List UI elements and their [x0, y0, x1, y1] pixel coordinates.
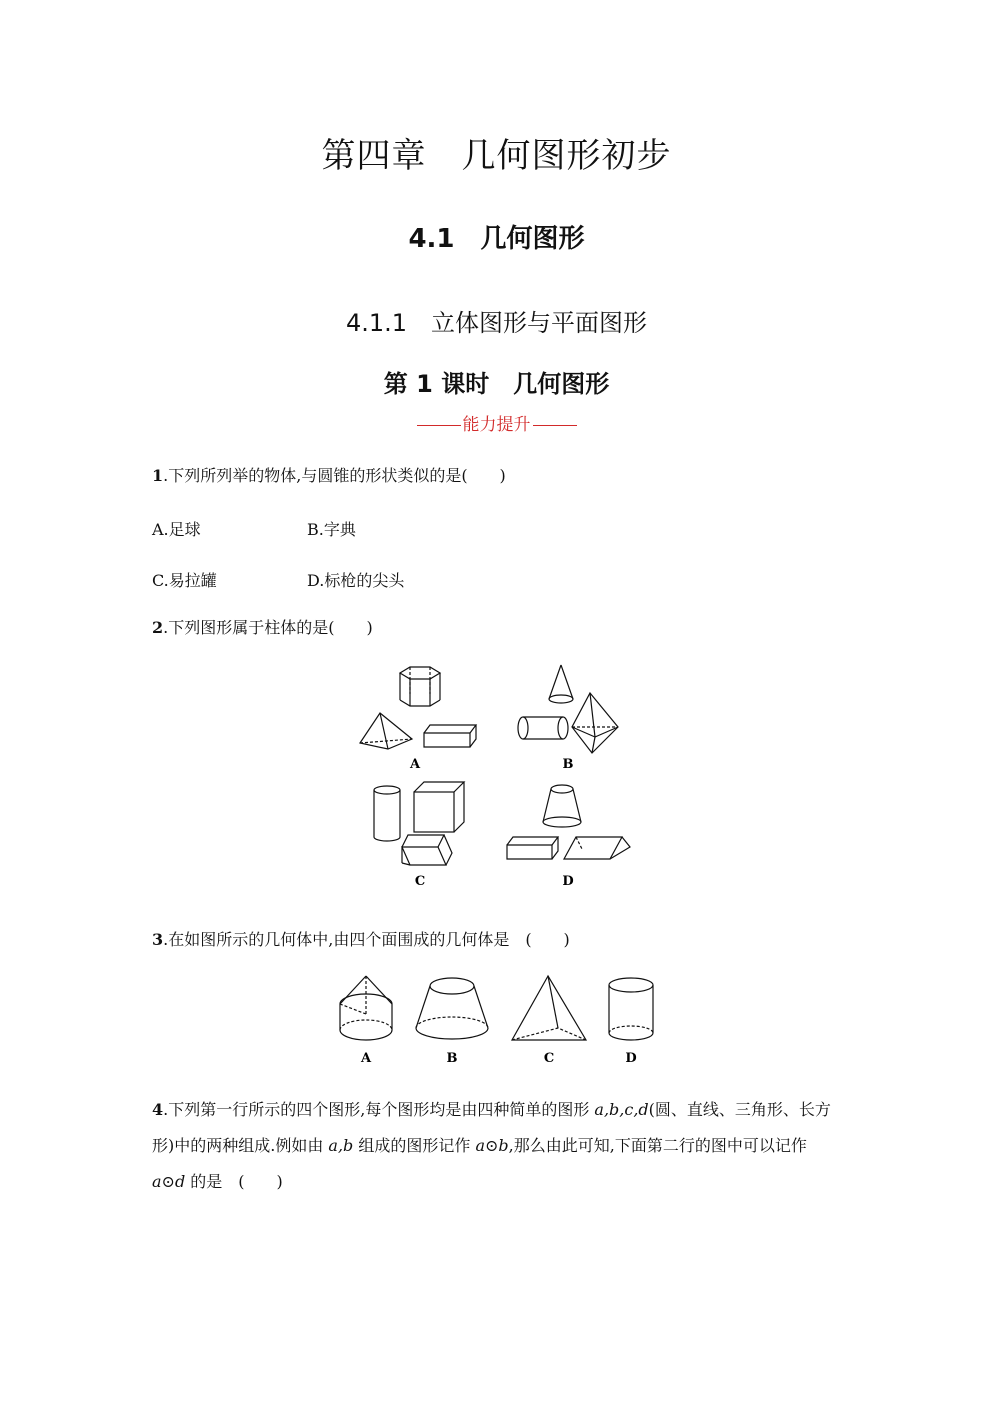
- cone-shape-b: [549, 665, 573, 703]
- banner-line-left: [417, 425, 461, 427]
- q2-label-a: A: [409, 757, 421, 772]
- question-4-part4: ,那么由此可知,下面第二行的图中可以记作: [508, 1136, 807, 1155]
- ability-banner: [0, 410, 993, 435]
- q3-label-a: A: [360, 1051, 372, 1066]
- question-2-number: 2: [152, 618, 164, 637]
- cube-shape: [414, 782, 464, 832]
- question-4-part3: 组成的图形记作: [353, 1136, 476, 1155]
- banner-line-right: [533, 425, 577, 427]
- question-4: [152, 1092, 842, 1200]
- q2-label-c: C: [414, 874, 426, 889]
- trapezoidal-prism-shape: [402, 835, 452, 865]
- question-4-vars: a,b,c,d: [594, 1100, 649, 1119]
- question-1: [152, 466, 506, 486]
- question-3-text: .在如图所示的几何体中,由四个面围成的几何体是 ( ): [163, 930, 570, 949]
- cone-cylinder-shape: [340, 976, 392, 1040]
- question-1-number: 1: [152, 466, 164, 485]
- frustum-shape-b: [416, 978, 488, 1039]
- question-4-part1: .下列第一行所示的四个图形,每个图形均是由四种简单的图形: [163, 1100, 595, 1119]
- cylinder-shape-d: [609, 978, 653, 1040]
- octahedron-shape: [572, 693, 618, 753]
- question-4-part2: (圆、直线、三角形、长方形)中的两种组成.例如由: [152, 1100, 831, 1155]
- question-3: [152, 930, 570, 950]
- chapter-title: 第四章 几何图形初步: [321, 136, 672, 176]
- q3-label-b: B: [446, 1051, 458, 1066]
- lesson-title: 第 1 课时 几何图形: [383, 370, 610, 398]
- horizontal-cylinder-shape: [518, 717, 568, 739]
- q2-label-d: D: [562, 874, 574, 889]
- question-1-text: .下列所列举的物体,与圆锥的形状类似的是( ): [163, 466, 506, 485]
- q1-option-c: C.易拉罐: [152, 571, 217, 590]
- q2-label-b: B: [562, 757, 574, 772]
- q3-label-c: C: [543, 1051, 555, 1066]
- q2-figure: [350, 655, 640, 895]
- question-4-aod: a⊙d: [152, 1172, 186, 1191]
- subsection-title: 4.1.1 立体图形与平面图形: [345, 309, 648, 337]
- question-4-ab: a,b: [328, 1136, 354, 1155]
- vertical-cylinder-shape: [374, 786, 400, 841]
- tetrahedron-shape: [512, 976, 586, 1040]
- frustum-shape: [543, 785, 581, 827]
- q1-option-a: A.足球: [152, 520, 201, 539]
- question-2-text: .下列图形属于柱体的是( ): [163, 618, 373, 637]
- q3-label-d: D: [625, 1051, 637, 1066]
- question-4-aob: a⊙b: [475, 1136, 509, 1155]
- question-4-number: 4: [152, 1100, 164, 1119]
- cuboid-shape-d: [507, 837, 558, 859]
- section-title: 4.1 几何图形: [408, 224, 585, 254]
- q1-option-d: D.标枪的尖头: [307, 571, 405, 590]
- cuboid-shape-a: [424, 725, 476, 747]
- hexagonal-prism-shape: [400, 667, 440, 706]
- q3-figure: [330, 968, 665, 1068]
- question-2: [152, 618, 373, 638]
- pyramid-shape: [360, 713, 412, 749]
- ability-label: 能力提升: [462, 415, 531, 435]
- triangular-prism-shape: [564, 837, 630, 859]
- question-3-number: 3: [152, 930, 164, 949]
- q1-option-b: B.字典: [307, 520, 356, 539]
- question-4-part5: 的是 ( ): [185, 1172, 283, 1191]
